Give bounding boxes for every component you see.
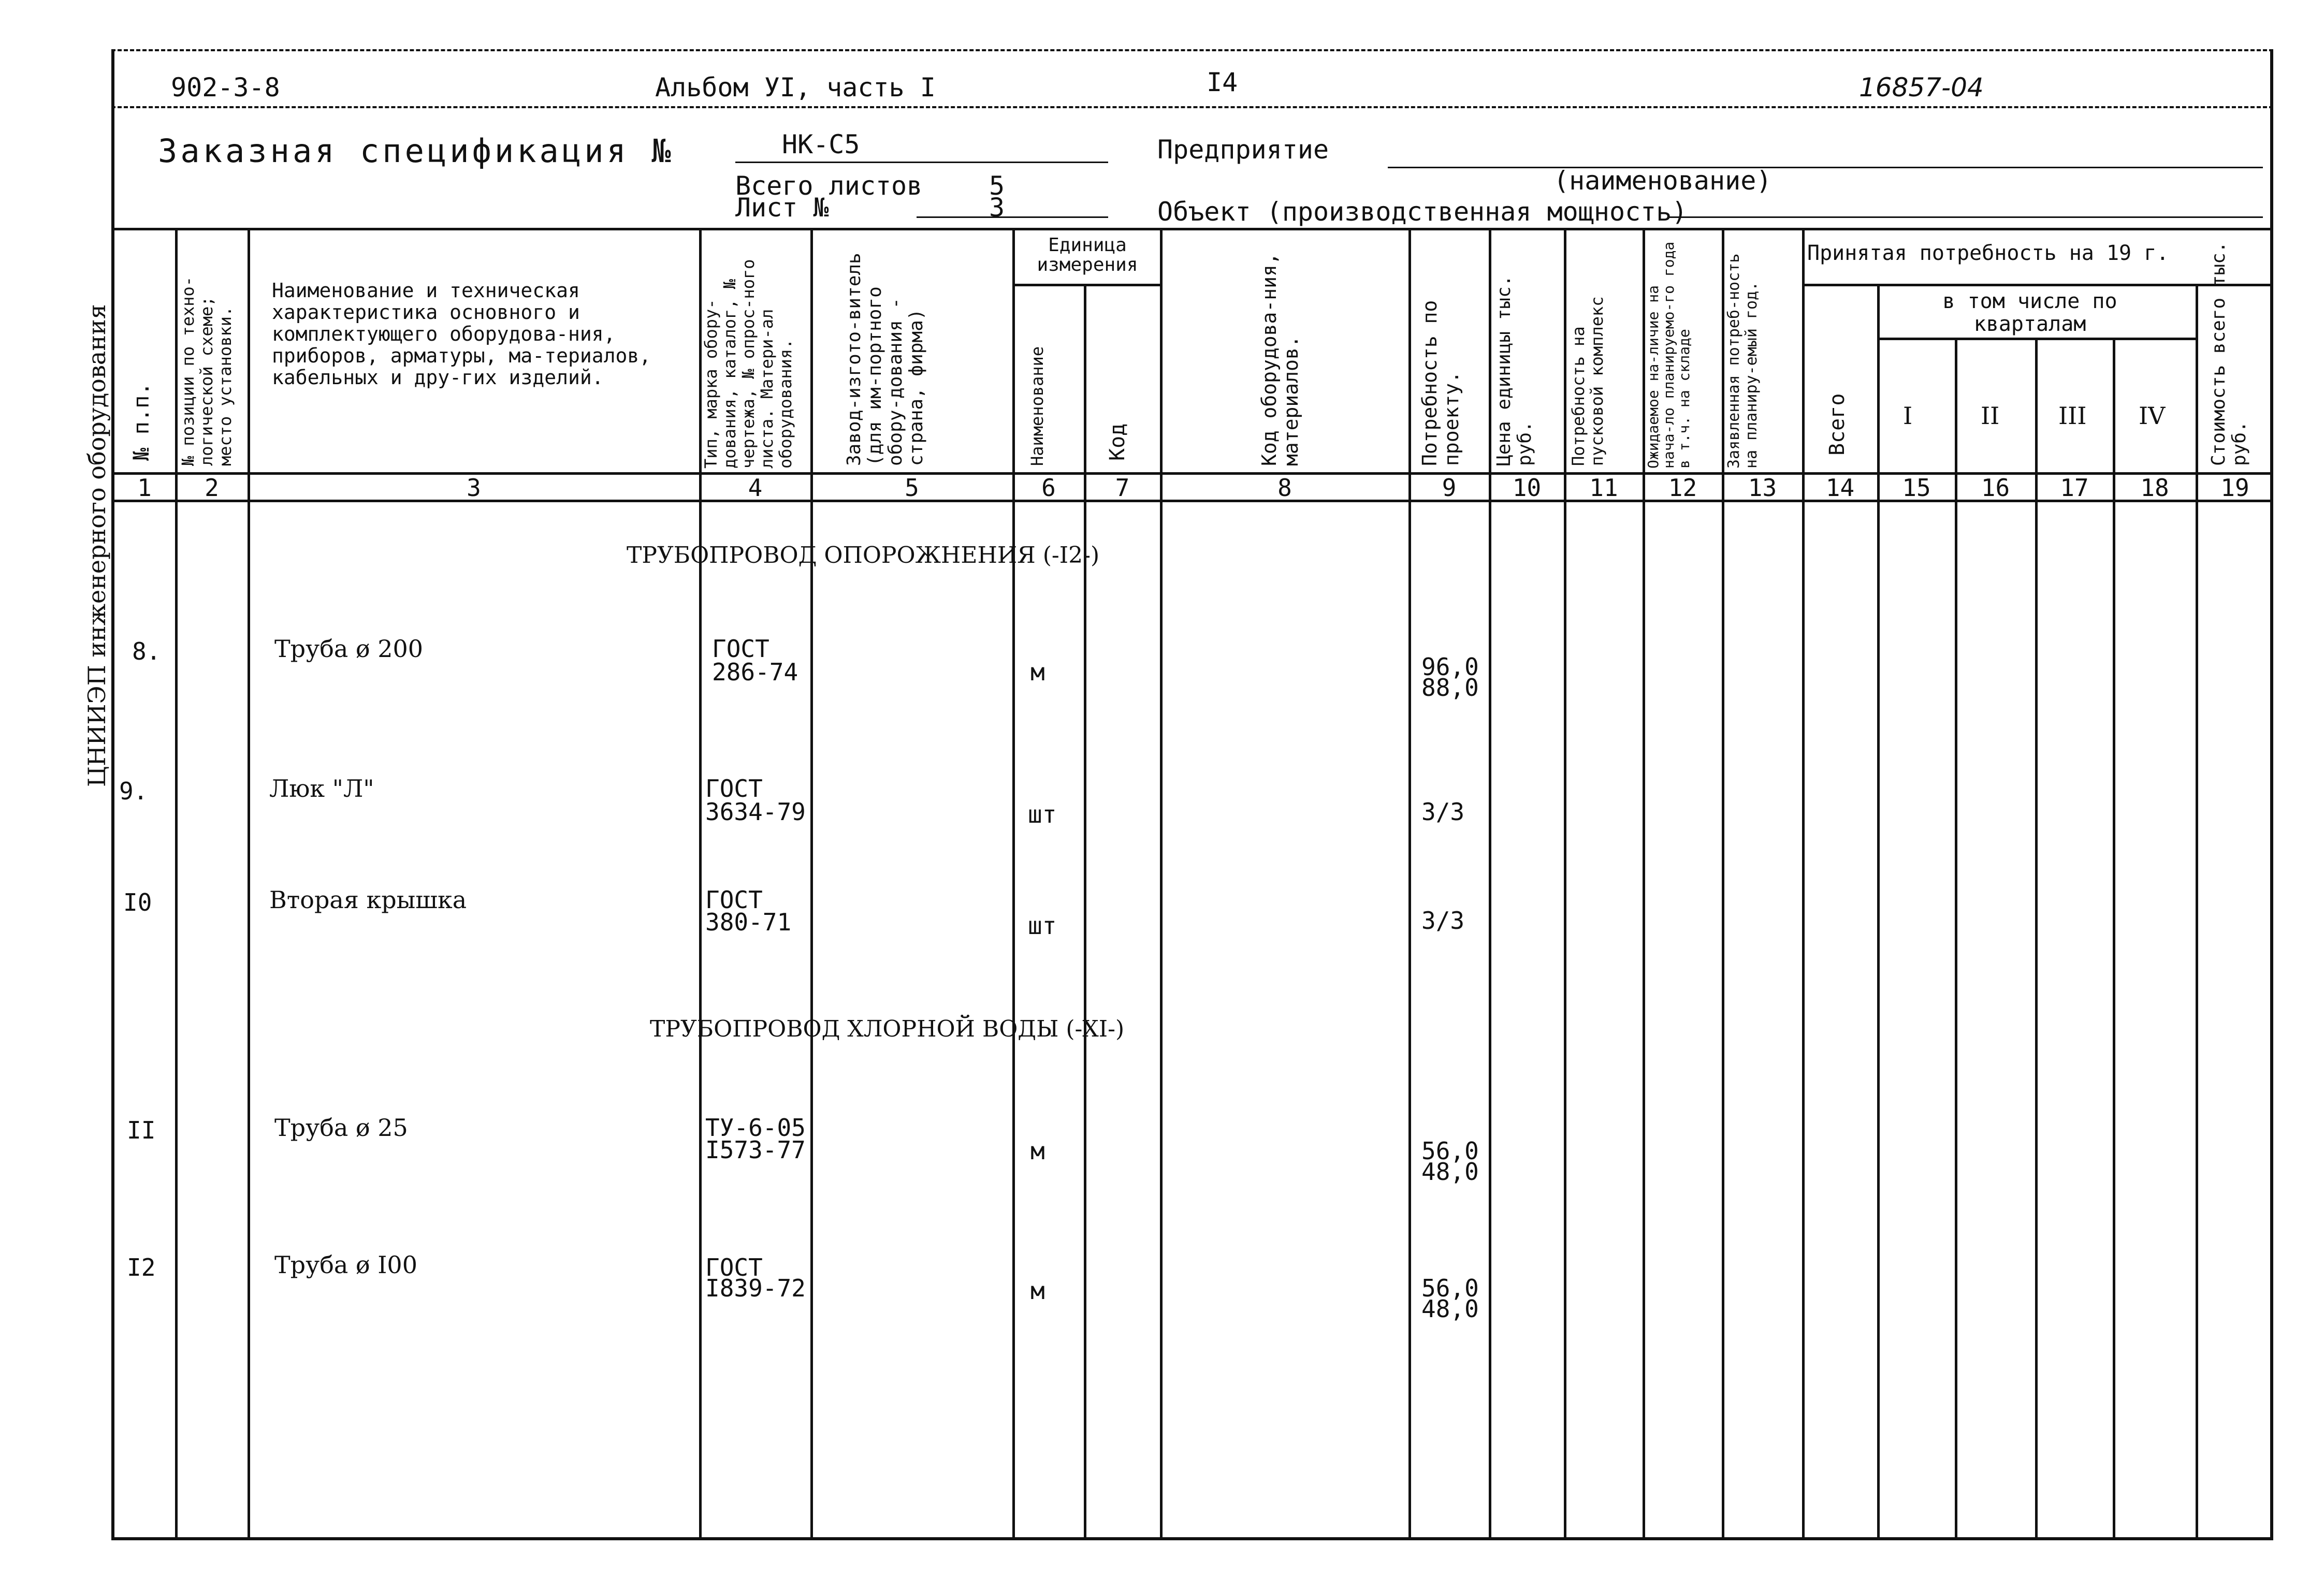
col-header-1: № п.п.: [128, 382, 154, 461]
col-header-9: Потребность по проекту.: [1418, 300, 1463, 466]
col-line: [2196, 284, 2198, 1540]
divider: [111, 106, 2273, 108]
col-line: [1012, 228, 1015, 1540]
spec-number: НК-С5: [782, 129, 860, 159]
col-line: [1802, 228, 1805, 1540]
col-line: [1564, 228, 1566, 1540]
row-type: 3634-79: [705, 798, 806, 826]
col-number: 19: [2220, 474, 2249, 502]
col-header-16: II: [1981, 402, 2000, 430]
col-number: 7: [1115, 474, 1130, 502]
underline: [1667, 216, 2263, 218]
col-number: 14: [1825, 474, 1855, 502]
col-line: [1955, 338, 1957, 1540]
row-need: 56,0: [1421, 1137, 1479, 1165]
album-label: Альбом УІ, часть І: [655, 72, 936, 103]
col-header-5: Завод-изгото-витель (для им-портного обору-дования - страна, фирма): [844, 253, 927, 466]
doc-code: 902-3-8: [171, 72, 280, 103]
table-top-line: [111, 228, 2273, 230]
row-unit: м: [1030, 1277, 1045, 1305]
row-number: 8.: [132, 637, 161, 665]
col-number: 4: [748, 474, 763, 502]
col-number: 16: [1981, 474, 2010, 502]
col-number: 8: [1277, 474, 1292, 502]
row-type: ГОСТ: [712, 635, 769, 663]
row-type: ГОСТ: [705, 775, 763, 803]
col-number: 2: [205, 474, 219, 502]
section-title: ТРУБОПРОВОД ОПОРОЖНЕНИЯ (-I2-): [627, 542, 1100, 568]
underline: [735, 162, 1108, 163]
row-type: I839-72: [705, 1274, 806, 1302]
enterprise-label: Предприятие: [1157, 135, 1329, 165]
col-line: [1877, 284, 1880, 1540]
col-header-15: I: [1903, 402, 1913, 430]
total-sheets-label: Всего листов: [735, 171, 923, 201]
accepted-group-header: Принятая потребность на 19 г.: [1807, 241, 2169, 265]
col-header-19: Стоимость всего тыс. руб.: [2208, 241, 2250, 466]
col-line: [1722, 228, 1724, 1540]
col-number: 6: [1041, 474, 1056, 502]
row-type: ГОСТ: [705, 1253, 763, 1281]
col-header-6: Наименование: [1027, 346, 1047, 466]
row-type: ТУ-6-05: [705, 1114, 806, 1142]
col-header-2: № позиции по техно-логической схеме; место установки.: [178, 276, 235, 466]
col-number: 12: [1668, 474, 1697, 502]
quarter-group-header: в том числе по кварталам: [1942, 289, 2117, 336]
section-title: ТРУБОПРОВОД ХЛОРНОЙ ВОДЫ (-XI-): [650, 1016, 1125, 1042]
total-sheets-value: 5: [989, 171, 1005, 201]
col-header-10: Цена единицы тыс. руб.: [1493, 275, 1535, 466]
col-line: [2113, 338, 2115, 1540]
row-type: 286-74: [712, 658, 798, 686]
row-need: 48,0: [1421, 1295, 1479, 1323]
col-header-7: Код: [1106, 423, 1129, 461]
row-name: Вторая крышка: [269, 886, 467, 914]
col-line: [810, 228, 813, 1540]
name-label: (наименование): [1553, 166, 1772, 196]
row-need: 3/3: [1421, 798, 1465, 826]
col-number: 15: [1902, 474, 1931, 502]
row-name: Труба ø 25: [274, 1114, 408, 1142]
row-unit: шт: [1028, 912, 1057, 940]
col-number: 1: [137, 474, 152, 502]
underline: [917, 216, 1108, 218]
col-number: 3: [467, 474, 481, 502]
row-need: 3/3: [1421, 907, 1465, 935]
col-line: [1408, 228, 1411, 1540]
spec-title: Заказная спецификация №: [158, 132, 674, 170]
row-unit: м: [1030, 658, 1045, 686]
col-number: 5: [905, 474, 919, 502]
row-number: II: [127, 1116, 156, 1144]
col-header-3: Наименование и техническая характеристика основного и комплектующего оборудова-ния, приборов, арматуры, ма-териалов, кабельных и дру-гих изделий.: [272, 279, 651, 389]
col-header-14: Всего: [1825, 393, 1849, 456]
side-label: ЦНИИЭП инженерного оборудования: [83, 304, 111, 787]
row-name: Люк "Л": [269, 775, 374, 803]
underline: [1388, 167, 2263, 168]
col-line: [1084, 284, 1086, 1540]
col-number: 18: [2140, 474, 2169, 502]
col-line: [1160, 228, 1163, 1540]
col-header-12: Ожидаемое на-личие на нача-ло планируемо-го года в т.ч. на складе: [1645, 241, 1693, 469]
unit-group-header: Единица измерения: [1037, 235, 1138, 275]
row-need: 96,0: [1421, 653, 1479, 681]
col-number: 13: [1748, 474, 1777, 502]
col-number: 10: [1512, 474, 1542, 502]
col-header-13: Заявленная потреб-ность на планиру-емый год.: [1725, 253, 1761, 469]
col-line: [175, 228, 178, 1540]
row-number: I2: [127, 1253, 156, 1281]
row-type: 380-71: [705, 908, 792, 936]
row-number: I0: [123, 888, 152, 916]
sheet-no-label: Лист №: [735, 193, 829, 223]
col-header-8: Код оборудова-ния, материалов.: [1258, 253, 1302, 466]
row-name: Труба ø 200: [274, 635, 424, 663]
object-label: Объект (производственная мощность): [1157, 197, 1688, 227]
row-need: 48,0: [1421, 1158, 1479, 1186]
row-number: 9.: [119, 777, 148, 805]
col-header-11: Потребность на пусковой комплекс: [1568, 296, 1607, 466]
col-number: 17: [2060, 474, 2089, 502]
col-line: [2035, 338, 2038, 1540]
col-number: 9: [1442, 474, 1457, 502]
inventory-number: 16857-04: [1859, 72, 1984, 103]
col-line: [248, 228, 250, 1540]
row-need: 88,0: [1421, 674, 1479, 702]
row-type: ГОСТ: [705, 886, 763, 914]
col-header-18: IV: [2139, 402, 2166, 430]
col-number: 11: [1589, 474, 1618, 502]
row-need: 56,0: [1421, 1274, 1479, 1302]
col-header-17: III: [2058, 402, 2087, 430]
sheet-no-value: 3: [989, 193, 1005, 223]
sheet-frame: [111, 49, 2273, 1540]
row-unit: м: [1030, 1137, 1045, 1165]
row-name: Труба ø I00: [274, 1251, 417, 1279]
col-line: [1489, 228, 1491, 1540]
accepted-group-line: [1802, 284, 2273, 286]
page-number: I4: [1207, 67, 1238, 97]
row-type: I573-77: [705, 1136, 806, 1164]
col-header-4: Тип, марка обору-дования, каталог, № чертежа, № опрос-ного листа. Матери-ал оборудования.: [701, 259, 795, 469]
row-unit: шт: [1028, 800, 1057, 828]
